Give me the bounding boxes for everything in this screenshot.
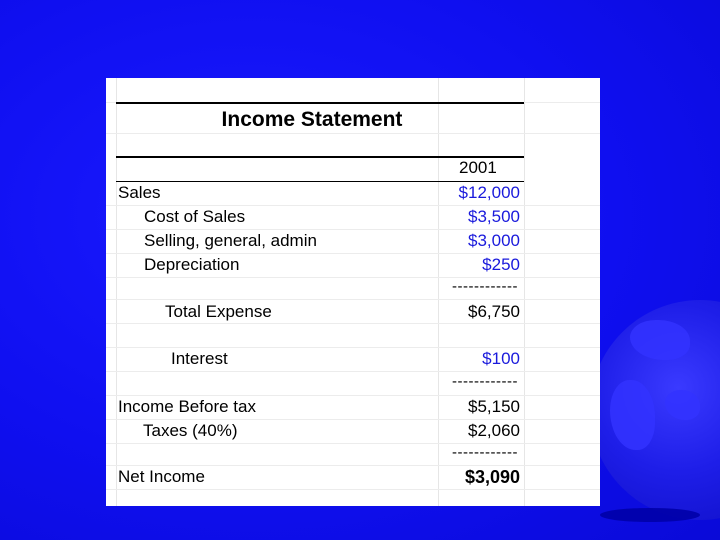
separator-3: ------------ <box>452 444 518 461</box>
globe-decoration <box>590 300 720 520</box>
income-statement-sheet <box>106 78 600 506</box>
row-label-cost-of-sales: Cost of Sales <box>144 207 246 226</box>
year-rule <box>116 181 524 182</box>
separator-2: ------------ <box>452 373 518 390</box>
row-value-total-expense: $6,750 <box>468 302 520 321</box>
row-value-sga: $3,000 <box>468 231 520 250</box>
row-value-net-income: $3,090 <box>464 467 520 487</box>
row-label-sga: Selling, general, admin <box>144 231 317 250</box>
year-header: 2001 <box>459 158 497 177</box>
row-value-cost-of-sales: $3,500 <box>468 207 520 226</box>
row-label-depreciation: Depreciation <box>144 255 240 274</box>
globe-shadow <box>600 508 700 522</box>
row-value-taxes: $2,060 <box>468 421 520 440</box>
row-value-depreciation: $250 <box>482 255 520 274</box>
row-label-net-income: Net Income <box>118 467 205 486</box>
row-label-sales: Sales <box>118 183 161 202</box>
row-value-sales: $12,000 <box>458 183 520 202</box>
row-label-taxes: Taxes (40%) <box>143 421 238 440</box>
row-label-interest: Interest <box>171 349 228 368</box>
separator-1: ------------ <box>452 278 518 295</box>
row-label-income-before-tax: Income Before tax <box>118 397 256 416</box>
title-top-rule <box>116 102 524 104</box>
row-label-total-expense: Total Expense <box>165 302 272 321</box>
row-value-interest: $100 <box>482 349 520 368</box>
row-value-income-before-tax: $5,150 <box>468 397 520 416</box>
statement-title: Income Statement <box>221 108 403 131</box>
